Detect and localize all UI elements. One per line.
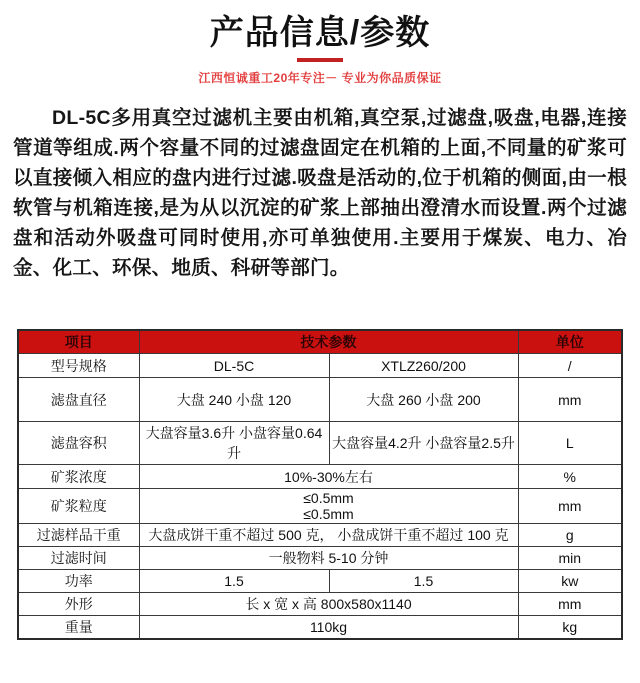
table-row-slurry-concentration: [18, 465, 622, 489]
table-row-disc-capacity: [18, 422, 622, 465]
table-row-power: [18, 570, 622, 593]
unit-value: kw: [518, 570, 622, 593]
unit-value: g: [518, 524, 622, 547]
unit-value: kg: [518, 616, 622, 640]
spec-value: 10%-30%左右: [139, 465, 518, 489]
spec-value: 一般物料 5-10 分钟: [139, 547, 518, 570]
row-label: 过滤样品干重: [18, 524, 139, 547]
page-title: 产品信息/参数: [209, 14, 431, 52]
table-row-weight: [18, 616, 622, 640]
row-label: 重量: [18, 616, 139, 640]
table-row-slurry-granularity: [18, 489, 622, 524]
table-row-filter-time: [18, 547, 622, 570]
unit-value: mm: [518, 593, 622, 616]
spec-table: [17, 329, 623, 640]
table-row-dimensions: [18, 593, 622, 616]
col-header-parameters: 技术参数: [139, 330, 518, 354]
table-row-model: [18, 354, 622, 378]
unit-value: /: [518, 354, 622, 378]
table-header-row: [18, 330, 622, 354]
unit-value: mm: [518, 489, 622, 524]
title-underline: [297, 58, 343, 62]
spec-value: 110kg: [139, 616, 518, 640]
unit-value: min: [518, 547, 622, 570]
spec-value: 大盘 260 小盘 200: [329, 378, 518, 422]
table-row-disc-diameter: [18, 378, 622, 422]
row-label: 过滤时间: [18, 547, 139, 570]
spec-value: 大盘容量3.6升 小盘容量0.64升: [139, 422, 329, 465]
table-row-sample-dry-weight: [18, 524, 622, 547]
row-label: 滤盘直径: [18, 378, 139, 422]
brand-slogan: 江西恒诚重工20年专注－ 专业为你品质保证: [198, 71, 442, 85]
spec-value: DL-5C: [139, 354, 329, 378]
spec-value: [139, 489, 518, 524]
spec-value: 1.5: [139, 570, 329, 593]
row-label: 矿浆粒度: [18, 489, 139, 524]
spec-value: 大盘容量4.2升 小盘容量2.5升: [329, 422, 518, 465]
spec-value: XTLZ260/200: [329, 354, 518, 378]
spec-value: 长 x 宽 x 高 800x580x1140: [139, 593, 518, 616]
col-header-item: 项目: [18, 330, 139, 354]
row-label: 型号规格: [18, 354, 139, 378]
spec-value: 1.5: [329, 570, 518, 593]
spec-value: 大盘 240 小盘 120: [139, 378, 329, 422]
row-label: 滤盘容积: [18, 422, 139, 465]
product-description: DL-5C多用真空过滤机主要由机箱,真空泵,过滤盘,吸盘,电器,连接管道等组成.两个容量不同的过滤盘固定在机箱的上面,不同量的矿浆可以直接倾入相应的盘内进行过滤.吸盘是活动的,位于机箱的侧面,由一根软管与机箱连接,是为从以沉淀的矿浆上部抽出澄清水而设置.两个过滤盘和活动外吸盘可同时使用,亦可单独使用.主要用于煤炭、电力、冶金、化工、环保、地质、科研等部门。: [13, 107, 627, 279]
unit-value: %: [518, 465, 622, 489]
unit-value: mm: [518, 378, 622, 422]
page-header: [0, 0, 640, 86]
spec-value: 大盘成饼干重不超过 500 克， 小盘成饼干重不超过 100 克: [139, 524, 518, 547]
spec-value-line2: ≤0.5mm: [303, 506, 354, 522]
unit-value: L: [518, 422, 622, 465]
col-header-unit: 单位: [518, 330, 622, 354]
row-label: 外形: [18, 593, 139, 616]
row-label: 矿浆浓度: [18, 465, 139, 489]
row-label: 功率: [18, 570, 139, 593]
spec-value-line1: ≤0.5mm: [303, 490, 354, 506]
